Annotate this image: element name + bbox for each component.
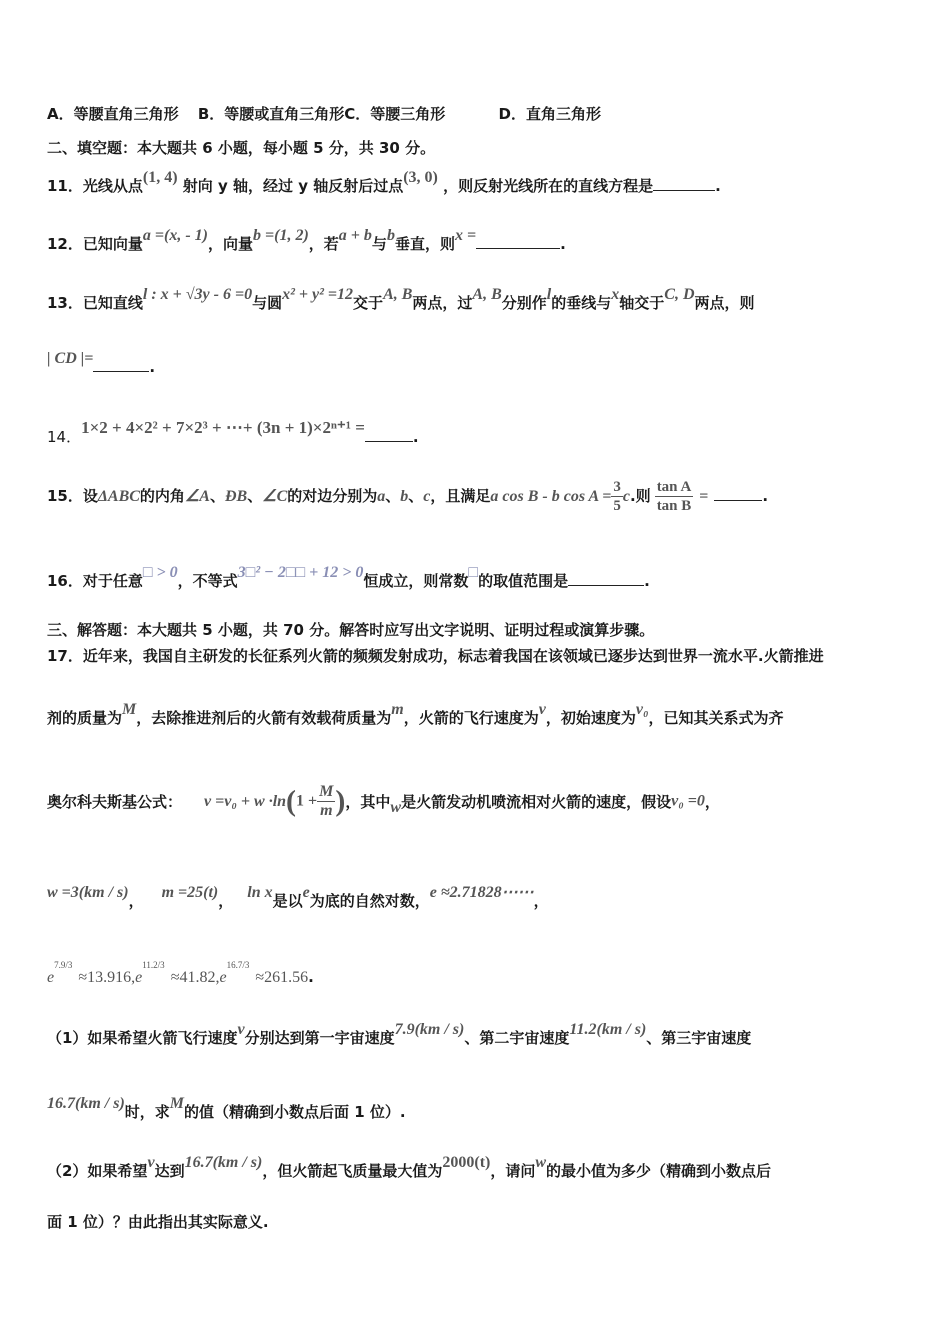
q17-text: 、第二宇宙速度: [464, 1029, 570, 1047]
q15-text: 15．设: [47, 487, 98, 505]
choice-c: C．等腰三角形: [344, 105, 446, 123]
q12-end: .: [560, 235, 566, 253]
q11-text-2: 射向 y 轴，经过 y 轴反射后过点: [182, 177, 404, 195]
section-3-heading: 三、解答题：本大题共 5 小题，共 70 分。解答时应写出文字说明、证明过程或演算步骤。: [47, 621, 655, 639]
q17-text: 是以: [272, 892, 303, 910]
choice-d: D．直角三角形: [498, 105, 601, 123]
q15-c: c: [622, 488, 630, 505]
q16-inequality: 3□² − 2□□ + 12 > 0: [237, 564, 364, 581]
q12-x: x =: [454, 227, 477, 244]
q15-angle-a: ∠A: [184, 488, 210, 505]
q15-sep: 、: [385, 487, 401, 505]
answer-blank: [93, 357, 149, 372]
q17-text: ，已知其关系式为齐: [648, 709, 784, 727]
question-17-part-1: [47, 1021, 752, 1048]
answer-blank: [568, 571, 644, 586]
q17-text: 的值（精确到小数点后面 1 位）.: [184, 1103, 406, 1121]
q13-text-7: 轴交于: [619, 294, 665, 312]
q17-formula-one: 1 +: [296, 792, 318, 810]
q17-p2-w: w: [535, 1154, 547, 1171]
q13-text-5: 分别作: [501, 294, 547, 312]
q13-l: l: [546, 286, 552, 303]
q17-text: 是火箭发动机喷流相对火箭的速度，假设: [401, 793, 672, 811]
q16-end: .: [644, 572, 650, 590]
fraction-denominator: tan B: [656, 498, 692, 514]
q17-sep: ，: [218, 892, 234, 910]
q17-text: 的最小值为多少（精确到小数点后: [546, 1162, 772, 1180]
section-2-heading: 二、填空题：本大题共 6 小题，每小题 5 分，共 30 分。: [47, 139, 436, 157]
question-13: [47, 286, 755, 313]
q13-cd-length: | CD |=: [47, 350, 94, 367]
q17-v0-zero: v₀ =0: [671, 792, 705, 810]
q17-text: 分别达到第一宇宙速度: [244, 1029, 395, 1047]
q17-sep: ，: [128, 892, 144, 910]
q12-text-4: 与: [371, 235, 387, 253]
q13-ab: A, B: [383, 286, 413, 303]
q17-exp-2-power: 11.2/3: [142, 960, 165, 970]
q17-text: 剂的质量为: [47, 709, 123, 727]
q17-text: ，: [533, 892, 549, 910]
q12-text-5: 垂直，则: [394, 235, 455, 253]
answer-blank: [365, 427, 413, 442]
q17-p1-v: v: [237, 1021, 245, 1038]
q17-text: ，去除推进剂后的火箭有效载荷质量为: [136, 709, 392, 727]
fraction-numerator: M: [319, 783, 334, 800]
q16-text-2: ，不等式: [177, 572, 238, 590]
q17-text: 为底的自然对数，: [309, 892, 430, 910]
formula-paren: ): [335, 784, 346, 818]
q11-end: .: [715, 177, 721, 195]
q17-speed-3: 16.7(km / s): [47, 1095, 125, 1112]
q15-text-5: .则: [629, 487, 651, 505]
q15-angle-b: ÐB: [224, 488, 248, 505]
q15-sep: 、: [247, 487, 263, 505]
q13-text-8: 两点，则: [694, 294, 755, 312]
question-17-line-1: 17．近年来，我国自主研发的长征系列火箭的频频发射成功，标志着我国在该领域已逐步达到世界一流水平.火箭推进: [47, 647, 824, 665]
q17-exp-end: .: [308, 968, 314, 986]
fraction-numerator: 3: [613, 479, 621, 495]
q17-text: ，请问: [490, 1162, 536, 1180]
question-17-part-2: [47, 1154, 772, 1181]
q13-cd: C, D: [664, 286, 695, 303]
q17-speed-4: 16.7(km / s): [184, 1154, 263, 1171]
q13-text-4: 两点，过: [412, 294, 473, 312]
q17-w: w: [390, 799, 402, 816]
q11-text: 11．光线从点: [47, 177, 143, 195]
q17-m-value: m =25(t): [161, 884, 219, 901]
q17-text: ，火箭的飞行速度为: [403, 709, 539, 727]
choice-b: B．等腰或直角三角形: [197, 105, 345, 123]
fraction-denominator: 5: [613, 498, 621, 514]
q17-text: 达到: [154, 1162, 185, 1180]
q15-end: .: [762, 487, 769, 505]
q17-text: ，: [704, 793, 720, 811]
question-16: [47, 564, 650, 591]
q17-text: （1）如果希望火箭飞行速度: [47, 1029, 238, 1047]
q17-text: 、第三宇宙速度: [646, 1029, 752, 1047]
q17-w-value: w =3(km / s): [47, 884, 129, 901]
q17-exp-3-power: 16.7/3: [226, 960, 250, 970]
q17-text: ，其中: [345, 793, 391, 811]
choices-row: [47, 103, 601, 124]
q17-text: 时，求: [124, 1103, 170, 1121]
q11-point-1: (1, 4): [142, 169, 178, 186]
q13-text-2: 与圆: [252, 294, 283, 312]
q17-v0: v₀: [635, 701, 649, 718]
q12-sum: a + b: [338, 227, 372, 244]
q17-m: m: [391, 701, 404, 718]
q12-vector-a: a =(x, - 1): [142, 227, 208, 244]
q16-condition: □ > 0: [142, 564, 178, 581]
q12-vector-b: b =(1, 2): [253, 227, 309, 244]
question-17-part-1-line-2: [47, 1095, 406, 1122]
q13-ab-2: A, B: [472, 286, 502, 303]
question-15: [47, 478, 768, 515]
q17-v: v: [538, 701, 546, 718]
question-12: [47, 227, 566, 254]
q13-x: x: [611, 286, 620, 303]
q13-text-3: 交于: [353, 294, 384, 312]
q12-text-2: ，向量: [207, 235, 253, 253]
q17-p1-M: M: [169, 1095, 185, 1112]
q17-e: e: [302, 884, 310, 901]
q15-fraction-3-5: [611, 478, 623, 515]
q16-text-3: 恒成立，则常数: [363, 572, 469, 590]
q15-text-4: ，且满足: [430, 487, 491, 505]
q15-side-c: c: [423, 488, 431, 505]
q15-condition: a cos B - b cos A =: [490, 488, 612, 505]
question-17-line-3: [47, 783, 720, 820]
q17-exp-1-value: ≈13.916,: [78, 969, 136, 986]
q13-circle: x² + y² =12: [282, 286, 354, 303]
q13-end: .: [149, 358, 156, 376]
q15-side-b: b: [400, 488, 409, 505]
choice-a: A．等腰直角三角形: [47, 105, 179, 123]
q17-formula-fraction: [317, 783, 335, 820]
q12-b: b: [386, 227, 395, 244]
question-17-line-4: [47, 884, 549, 911]
q14-series: 1×2 + 4×2² + 7×2³ + ⋯+ (3n + 1)×2ⁿ⁺¹ =: [81, 418, 365, 437]
q13-line: l : x + √3y - 6 =0: [142, 286, 253, 303]
q17-M: M: [122, 701, 137, 718]
q17-text: ，但火箭起飞质量最大值为: [262, 1162, 443, 1180]
q15-side-a: a: [377, 488, 386, 505]
q17-exp-3-base: e: [219, 969, 227, 986]
q17-text: （2）如果希望: [47, 1162, 148, 1180]
q16-constant: □: [468, 564, 479, 581]
q13-text-6: 的垂线与: [551, 294, 612, 312]
q17-exp-1-base: e: [47, 969, 55, 986]
q17-e-approx: e ≈2.71828⋯⋯: [429, 884, 534, 901]
question-17-exponentials: [47, 960, 314, 987]
q17-exp-1-power: 7.9/3: [54, 960, 73, 970]
q17-exp-3-value: ≈261.56: [255, 969, 309, 986]
q16-text-4: 的取值范围是: [478, 572, 569, 590]
answer-blank: [476, 234, 560, 249]
q17-text: ，初始速度为: [545, 709, 636, 727]
q15-sep: 、: [209, 487, 225, 505]
q17-p2-v: v: [147, 1154, 155, 1171]
fraction-denominator: m: [320, 802, 333, 819]
answer-blank: [653, 176, 715, 191]
q17-formula: v =v₀ + w ·ln: [204, 792, 287, 810]
q13-text: 13．已知直线: [47, 294, 143, 312]
q17-max-mass: 2000(t): [442, 1154, 491, 1171]
q15-text-2: 的内角: [139, 487, 185, 505]
formula-paren: (: [286, 784, 297, 818]
q11-point-2: (3, 0): [403, 169, 438, 186]
question-17-part-2-line-2: 面 1 位）？由此指出其实际意义.: [47, 1213, 269, 1231]
q15-triangle: ΔABC: [97, 488, 140, 505]
q17-text: 奥尔科夫斯基公式：: [47, 793, 183, 811]
q12-text: 12．已知向量: [47, 235, 143, 253]
q12-text-3: ，若: [308, 235, 339, 253]
question-14: [47, 418, 419, 447]
q17-lnx: ln x: [247, 884, 273, 901]
q15-angle-c: ∠C: [262, 488, 288, 505]
q17-exp-2-base: e: [135, 969, 143, 986]
q14-number: 14．: [47, 428, 82, 446]
q16-text: 16．对于任意: [47, 572, 143, 590]
q14-end: .: [412, 428, 419, 446]
question-17-line-2: [47, 701, 784, 728]
question-11: [47, 169, 721, 196]
q15-tan-ratio: [655, 478, 694, 515]
q15-sep: 、: [408, 487, 424, 505]
q17-speed-1: 7.9(km / s): [394, 1021, 465, 1038]
question-13-answer: [47, 350, 156, 377]
q11-text-3: ，则反射光线所在的直线方程是: [443, 177, 654, 195]
q17-speed-2: 11.2(km / s): [569, 1021, 647, 1038]
q17-exp-2-value: ≈41.82,: [170, 969, 220, 986]
q15-equals: =: [699, 488, 709, 505]
fraction-numerator: tan A: [656, 479, 692, 495]
q15-text-3: 的对边分别为: [287, 487, 378, 505]
answer-blank: [714, 486, 762, 501]
